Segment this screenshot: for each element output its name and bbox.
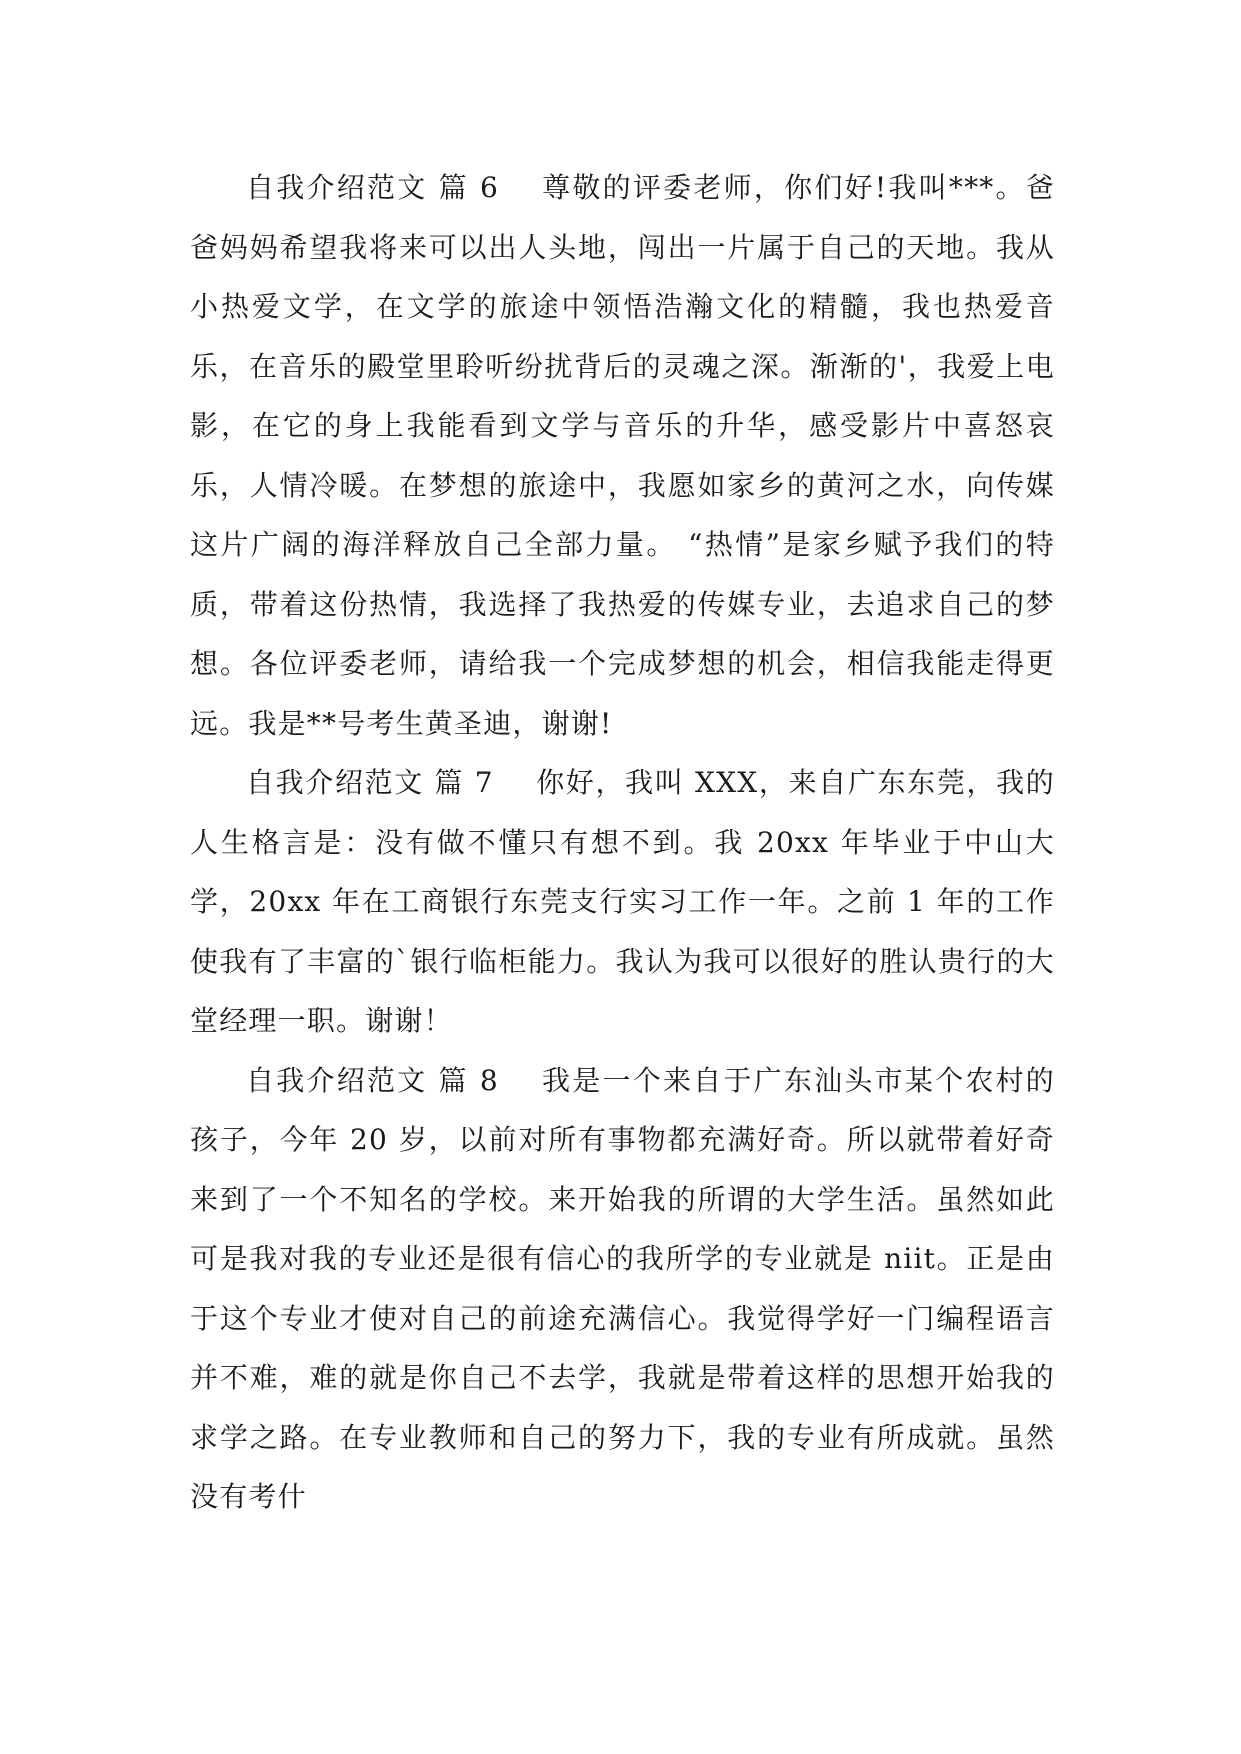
document-page bbox=[190, 158, 1055, 1527]
section-body-8: 我是一个来自于广东汕头市某个农村的孩子，今年 20 岁，以前对所有事物都充满好奇。所以就带着好奇来到了一个不知名的学校。来开始我的所谓的大学生活。虽然如此可是我对我的专业还是很有信心的我所学的专业就是 niit。正是由于这个专业才使对自己的前途充满信心。我觉得学好一门编程语言并不难，难的就是你自己不去学，我就是带着这样的思想开始我的求学之路。在专业教师和自己的努力下，我的专业有所成就。虽然没有考什 bbox=[190, 1063, 1055, 1513]
paragraph-8 bbox=[190, 1051, 1055, 1527]
section-heading-6: 自我介绍范文 篇 6 bbox=[246, 171, 500, 204]
section-body-6: 尊敬的评委老师，你们好!我叫***。爸爸妈妈希望我将来可以出人头地，闯出一片属于自己的天地。我从小热爱文学，在文学的旅途中领悟浩瀚文化的精髓，我也热爱音乐，在音乐的殿堂里聆听纷扰背后的灵魂之深。渐渐的'，我爱上电影，在它的身上我能看到文学与音乐的升华，感受影片中喜怒哀乐，人情冷暖。在梦想的旅途中，我愿如家乡的黄河之水，向传媒这片广阔的海洋释放自己全部力量。 “热情”是家乡赋予我们的特质，带着这份热情，我选择了我热爱的传媒专业，去追求自己的梦想。各位评委老师，请给我一个完成梦想的机会，相信我能走得更远。我是**号考生黄圣迪，谢谢! bbox=[190, 171, 1055, 740]
section-heading-7: 自我介绍范文 篇 7 bbox=[246, 766, 494, 799]
paragraph-6 bbox=[190, 158, 1055, 753]
paragraph-7 bbox=[190, 753, 1055, 1051]
section-body-7: 你好，我叫 XXX，来自广东东莞，我的人生格言是：没有做不懂只有想不到。我 20xx 年毕业于中山大学，20xx 年在工商银行东莞支行实习工作一年。之前 1 年的工作使我有了丰富的`银行临柜能力。我认为我可以很好的胜认贵行的大堂经理一职。谢谢！ bbox=[190, 766, 1055, 1037]
section-heading-8: 自我介绍范文 篇 8 bbox=[246, 1063, 499, 1097]
